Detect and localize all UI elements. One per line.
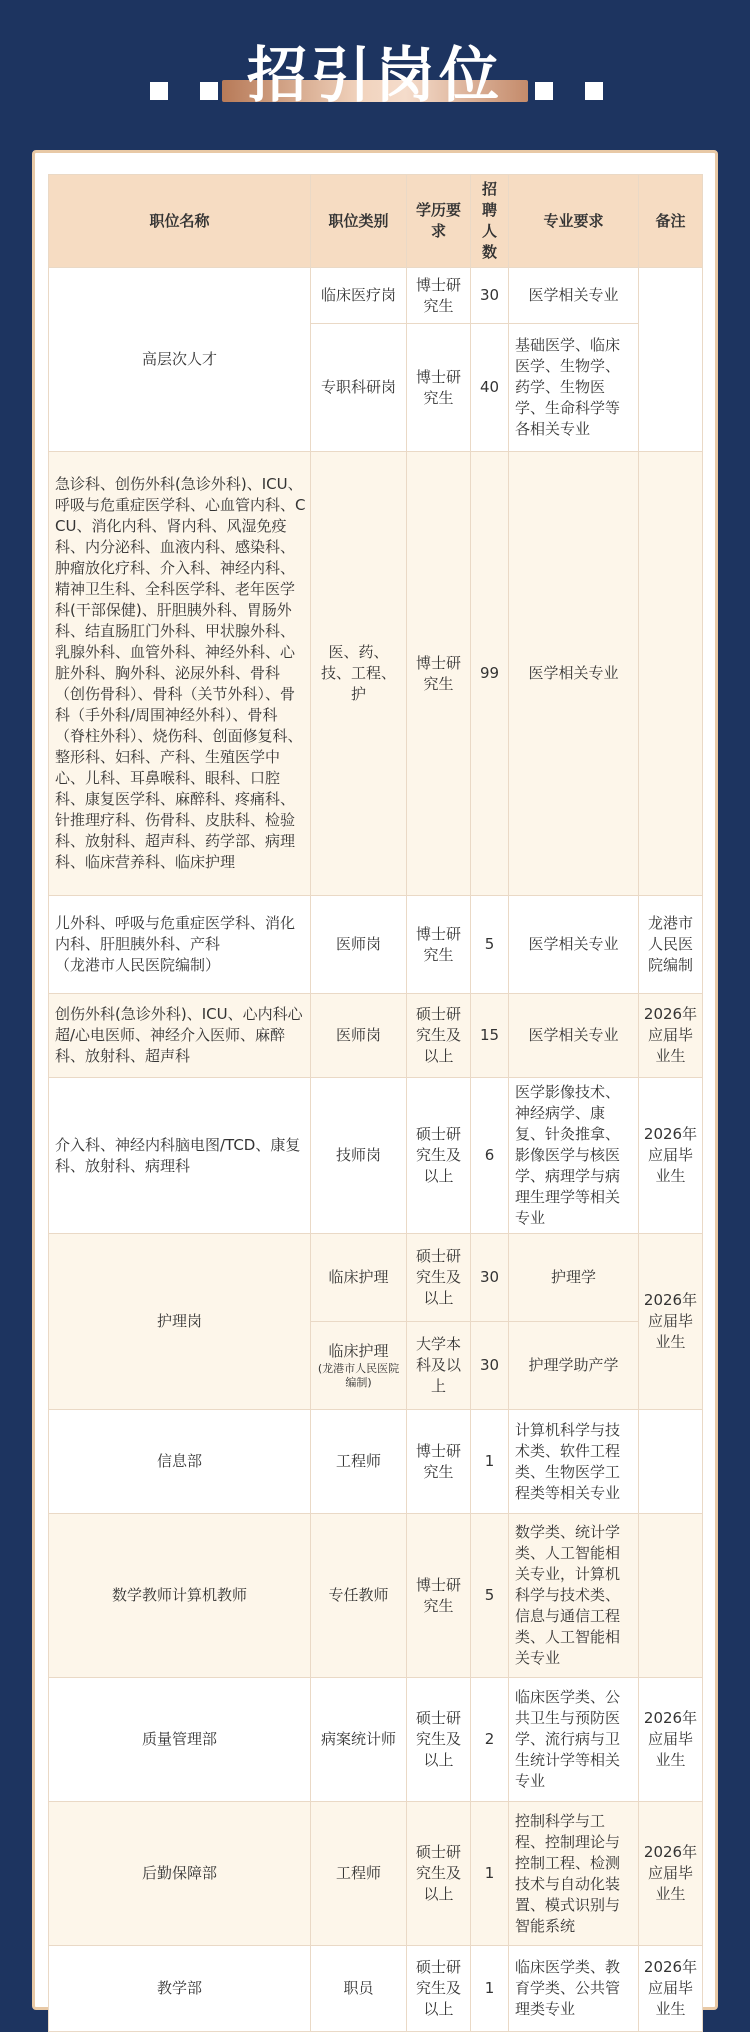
cell-education: 博士研究生 [407,268,471,324]
cell-count: 30 [471,1234,509,1322]
cell-education: 博士研究生 [407,452,471,896]
cell-major: 数学类、统计学类、人工智能相关专业，计算机科学与技术类、信息与通信工程类、人工智能相关专业 [509,1514,639,1678]
cell-count: 15 [471,994,509,1078]
table-row [49,1678,703,1802]
cell-count: 2 [471,1678,509,1802]
cell-count: 40 [471,324,509,452]
cell-position: 高层次人才 [49,268,311,452]
cell-count: 5 [471,896,509,994]
table-row [49,896,703,994]
cell-category: 专职科研岗 [311,324,407,452]
header-note: 备注 [639,175,703,268]
cell-count: 99 [471,452,509,896]
cell-note [639,1410,703,1514]
cell-education: 博士研究生 [407,1514,471,1678]
cell-major: 护理学助产学 [509,1322,639,1410]
cell-position: 护理岗 [49,1234,311,1410]
table-row [49,994,703,1078]
cell-education: 硕士研究生及以上 [407,1946,471,2032]
cell-count: 1 [471,1410,509,1514]
cell-count: 1 [471,1946,509,2032]
cell-major: 临床医学类、教育学类、公共管理类专业 [509,1946,639,2032]
cell-position [49,896,311,994]
header-count: 招聘人数 [471,175,509,268]
cell-category: 病案统计师 [311,1678,407,1802]
cell-note [639,1514,703,1678]
cell-position: 急诊科、创伤外科(急诊外科)、ICU、呼吸与危重症医学科、心血管内科、CCU、消化内科、肾内科、风湿免疫科、内分泌科、血液内科、感染科、肿瘤放化疗科、介入科、神经内科、精神卫生科、全科医学科、老年医学科(干部保健)、肝胆胰外科、胃肠外科、结直肠肛门外科、甲状腺外科、乳腺外科、血管外科、神经外科、心脏外科、胸外科、泌尿外科、骨科（创伤骨科）、骨科（关节外科）、骨科（手外科/周围神经外科）、骨科（脊柱外科）、烧伤科、创面修复科、整形科、妇科、产科、生殖医学中心、儿科、耳鼻喉科、眼科、口腔科、康复医学科、麻醉科、疼痛科、针推理疗科、伤骨科、皮肤科、检验科、放射科、超声科、药学部、病理科、临床营养科、临床护理 [49,452,311,896]
cell-category: 医、药、技、工程、护 [311,452,407,896]
cell-note: 2026年应届毕业生 [639,1234,703,1410]
cell-education: 大学本科及以上 [407,1322,471,1410]
cell-category: 工程师 [311,1802,407,1946]
cell-education: 博士研究生 [407,324,471,452]
cell-major: 医学相关专业 [509,896,639,994]
cell-category: 职员 [311,1946,407,2032]
table-header-row [49,175,703,268]
cell-category: 工程师 [311,1410,407,1514]
cell-category: 技师岗 [311,1078,407,1234]
cell-education: 博士研究生 [407,1410,471,1514]
table-row [49,1802,703,1946]
cell-category: 临床医疗岗 [311,268,407,324]
cell-note: 2026年应届毕业生 [639,994,703,1078]
cell-category: 医师岗 [311,896,407,994]
table-row [49,1234,703,1322]
cell-education: 硕士研究生及以上 [407,1234,471,1322]
cell-category: 医师岗 [311,994,407,1078]
cell-education: 硕士研究生及以上 [407,1678,471,1802]
cell-note: 2026年应届毕业生 [639,1946,703,2032]
cell-position: 质量管理部 [49,1678,311,1802]
header-category: 职位类别 [311,175,407,268]
cell-education: 硕士研究生及以上 [407,1802,471,1946]
positions-table [48,174,703,2032]
cell-position: 后勤保障部 [49,1802,311,1946]
table-row [49,1410,703,1514]
cell-education: 硕士研究生及以上 [407,994,471,1078]
cell-major: 医学相关专业 [509,452,639,896]
cell-position: 数学教师计算机教师 [49,1514,311,1678]
title-area [0,0,750,130]
cell-major: 临床医学类、公共卫生与预防医学、流行病与卫生统计学等相关专业 [509,1678,639,1802]
cell-note [639,452,703,896]
cell-category: 临床护理 [311,1234,407,1322]
cell-position: 教学部 [49,1946,311,2032]
cell-major: 医学相关专业 [509,268,639,324]
cell-category [311,1322,407,1410]
cell-major: 基础医学、临床医学、生物学、药学、生物医学、生命科学等各相关专业 [509,324,639,452]
table-row [49,1078,703,1234]
cell-education: 硕士研究生及以上 [407,1078,471,1234]
cell-category: 专任教师 [311,1514,407,1678]
header-major: 专业要求 [509,175,639,268]
cell-position: 创伤外科(急诊外科)、ICU、心内科心超/心电医师、神经介入医师、麻醉科、放射科、超声科 [49,994,311,1078]
cell-major: 医学相关专业 [509,994,639,1078]
cell-position: 介入科、神经内科脑电图/TCD、康复科、放射科、病理科 [49,1078,311,1234]
cell-major: 计算机科学与技术类、软件工程类、生物医学工程类等相关专业 [509,1410,639,1514]
cell-major: 控制科学与工程、控制理论与控制工程、检测技术与自动化装置、模式识别与智能系统 [509,1802,639,1946]
cell-note: 2026年应届毕业生 [639,1802,703,1946]
cell-note: 龙港市人民医院编制 [639,896,703,994]
cell-position: 信息部 [49,1410,311,1514]
cell-count: 30 [471,1322,509,1410]
cell-count: 30 [471,268,509,324]
cell-category-sub: (龙港市人民医院编制) [317,1362,400,1389]
cell-count: 1 [471,1802,509,1946]
cell-position-sub: （龙港市人民医院编制） [55,956,221,974]
cell-count: 5 [471,1514,509,1678]
header-position: 职位名称 [49,175,311,268]
cell-major: 护理学 [509,1234,639,1322]
cell-note [639,268,703,452]
page-title: 招引岗位 [247,41,503,111]
cell-major: 医学影像技术、神经病学、康复、针灸推拿、影像医学与核医学、病理学与病理生理学等相关专业 [509,1078,639,1234]
cell-education: 博士研究生 [407,896,471,994]
header-education: 学历要求 [407,175,471,268]
table-row [49,1514,703,1678]
cell-position-main: 儿外科、呼吸与危重症医学科、消化内科、肝胆胰外科、产科 [55,914,296,953]
cell-note: 2026年应届毕业生 [639,1078,703,1234]
cell-note: 2026年应届毕业生 [639,1678,703,1802]
table-row [49,268,703,324]
cell-count: 6 [471,1078,509,1234]
table-row [49,1946,703,2032]
table-row [49,452,703,896]
cell-category-main: 临床护理 [328,1342,389,1360]
